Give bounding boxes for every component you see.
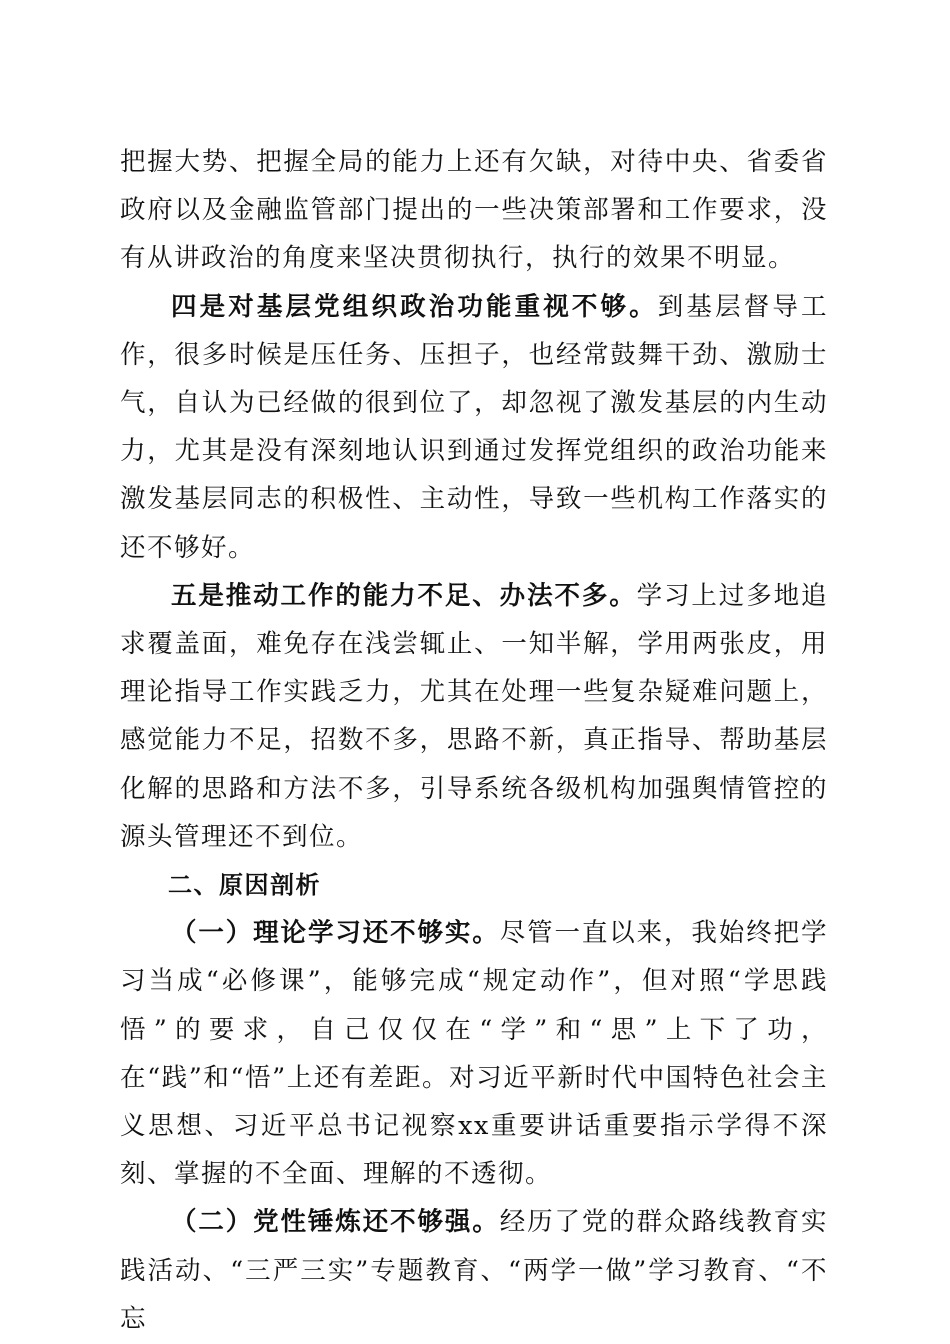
paragraph-text: 学习上过多地追求覆盖面，难免存在浅尝辄止、一知半解，学用两张皮，用理论指导工作实践乏力，尤其在处理一些复杂疑难问题上，感觉能力不足，招数不多，思路不新，真正指导、帮助基层化解的思路和方法不多，引导系统各级机构加强舆情管控的源头管理还不到位。	[120, 580, 828, 852]
paragraph-continuation	[120, 138, 828, 283]
section-heading: 二、原因剖析	[168, 871, 321, 900]
paragraph-five	[120, 572, 828, 861]
paragraph-cause-one	[120, 909, 828, 1198]
paragraph-lead: 四是对基层党组织政治功能重视不够。	[171, 291, 658, 322]
paragraph-text: 到基层督导工作，很多时候是压任务、压担子，也经常鼓舞干劲、激励士气，自认为已经做的很到位了，却忽视了激发基层的内生动力，尤其是没有深刻地认识到通过发挥党组织的政治功能来激发基层同志的积极性、主动性，导致一些机构工作落实的还不够好。	[120, 291, 828, 563]
paragraph-text: 尽管一直以来，我始终把学习当成“必修课”，能够完成“规定动作”，但对照“学思践悟”的要求，自己仅仅在“学”和“思”上下了功，在“践”和“悟”上还有差距。对习近平新时代中国特色社会主义思想、习近平总书记视察xx重要讲话重要指示学得不深刻、掌握的不全面、理解的不透彻。	[120, 918, 828, 1190]
paragraph-cause-two	[120, 1198, 828, 1343]
paragraph-lead: （一）理论学习还不够实。	[171, 918, 500, 949]
document-page	[120, 138, 828, 1343]
paragraph-lead: 五是推动工作的能力不足、办法不多。	[171, 580, 637, 611]
paragraph-text: 经历了党的群众路线教育实践活动、“三严三实”专题教育、“两学一做”学习教育、“不忘	[120, 1207, 828, 1334]
paragraph-lead: （二）党性锤炼还不够强。	[171, 1207, 500, 1238]
paragraph-text: 把握大势、把握全局的能力上还有欠缺，对待中央、省委省政府以及金融监管部门提出的一些决策部署和工作要求，没有从讲政治的角度来坚决贯彻执行，执行的效果不明显。	[120, 147, 828, 274]
paragraph-four	[120, 283, 828, 572]
